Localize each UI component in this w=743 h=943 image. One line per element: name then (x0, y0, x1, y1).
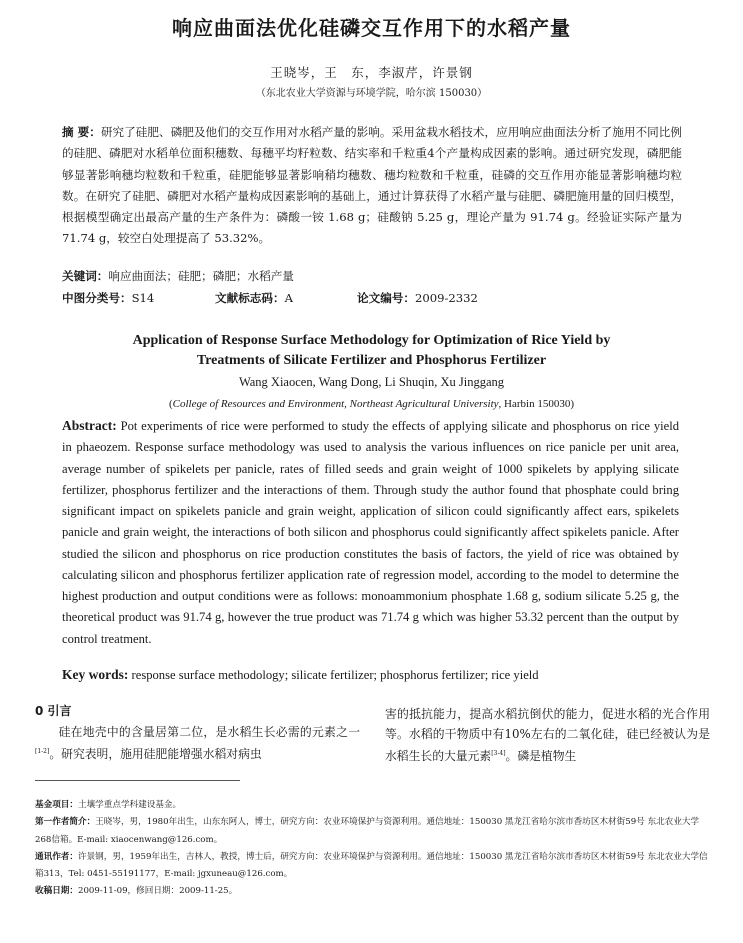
affiliation-institution: College of Resources and Environment, Northeast Agricultural University (172, 398, 499, 410)
body-right-column (385, 704, 710, 766)
english-title-line-2: Treatments of Silicate Fertilizer and Phosphorus Fertilizer (196, 353, 547, 368)
footnote-dates (35, 883, 715, 900)
section-heading-introduction: 0 引言 (35, 704, 72, 718)
first-author-text: 王晓岑，男，1980年出生，山东东阿人，博士，研究方向：农业环境保护与资源利用。通信地址：150030 黑龙江省哈尔滨市香坊区木材街59号 东北农业大学268信箱。E-mail: xiaocenwang@126.com。 (35, 817, 700, 845)
article-number (357, 290, 478, 306)
chinese-keywords (62, 268, 294, 284)
english-authors: Wang Xiaocen, Wang Dong, Li Shuqin, Xu Jinggang (238, 375, 505, 389)
article-number-label: 论文编号： (357, 291, 415, 305)
chinese-abstract (62, 122, 682, 250)
fund-label: 基金项目： (35, 800, 78, 810)
english-keywords-label: Key words: (62, 667, 129, 682)
introduction-paragraph-left (35, 722, 360, 764)
english-affiliation (0, 398, 743, 410)
chinese-keywords-label: 关键词： (62, 269, 109, 283)
intro-right-text-2: 。磷是植物生 (505, 748, 577, 763)
footnote-fund (35, 797, 715, 814)
chinese-authors: 王晓岑，王 东，李淑芹，许景钢 (270, 65, 473, 80)
english-keywords-text: response surface methodology; silicate fertilizer; phosphorus fertilizer; rice yield (131, 668, 539, 682)
corresponding-author-text: 许景钢，男，1959年出生，吉林人，教授，博士后，研究方向：农业环境保护与资源利用。通信地址：150030 黑龙江省哈尔滨市香坊区木材街59号 东北农业大学信箱313，Tel: 0451-55191177，E-mail: jgxuneau@126.com。 (35, 851, 708, 880)
document-code-value: A (284, 291, 293, 305)
affiliation-open-paren: ( (168, 398, 173, 410)
chinese-abstract-label: 摘 要： (62, 125, 101, 139)
chinese-title: 响应曲面法优化硅磷交互作用下的水稻产量 (172, 16, 571, 40)
corresponding-author-label: 通讯作者： (35, 851, 78, 862)
chinese-abstract-text: 研究了硅肥、磷肥及他们的交互作用对水稻产量的影响。采用盆栽水稻技术，应用响应曲面法分析了施用不同比例的硅肥、磷肥对水稻单位面积穗数、每穗平均籽粒数、结实率和千粒重4个产量构成因素的影响。通过研究发现，磷肥能够显著影响穗均粒数和千粒重，硅肥能够显著影响稍均穗数、穗均粒数和千粒重，硅磷的交互作用亦能显著影响穗均粒数。在研究了硅肥、磷肥对水稻产量构成因素影响的基础上，通过计算获得了水稻产量与硅肥、磷肥施用量的回归模型，根据模型确定出最高产量的生产条件为：磷酸一铵 1.68 g；硅酸钠 5.25 g，理论产量为 91.74 g。经验证实际产量为 71.74 g，较空白处理提高了 53.32%。 (62, 125, 682, 246)
document-code (215, 290, 293, 306)
footnote-first-author (35, 814, 715, 849)
english-abstract-text: Pot experiments of rice were performed to study the effects of applying silicate and phosphorus on rice yield in phaeozem. Response surface methodology was used to analysis the various influences on rice panicle per unit area, average number of spikelets per panicle, rates of filled seeds and grain weight of 1000 spikelets by applying silicate fertilizer, phosphorus fertilizer and the interactions of them. Through study the author found that phosphate could bring significant impact on spikelets panicle and grain weight, application of silicon could significantly affect ears, spikelets panicle and grain weight, the interactions of both silicon and phosphorus could significantly affect spikelets panicle. After studied the silicon and phosphorus on rice production constitutes the basis of factors, the yield of rice was obtained by calculating silicon and phosphorus fertilizer application rate of regression model, according to the model to determine the highest production and output conditions were as follows: monoammonium phosphate 1.68 g, sodium silicate 5.25 g, the theoretical product was 91.74 g, however the true product was 71.74 g which was higher 53.32 percent than the output by control treatment. (62, 419, 679, 646)
footnote-divider (35, 780, 240, 781)
clc-number (62, 290, 154, 306)
footnote-corresponding-author (35, 849, 715, 884)
footnotes (35, 797, 715, 901)
dates-text: 2009-11-09，修回日期：2009-11-25。 (77, 886, 238, 897)
dates-label: 收稿日期： (35, 886, 78, 897)
affiliation-city: , Harbin 150030) (498, 398, 575, 410)
english-title-line-1: Application of Response Surface Methodology for Optimization of Rice Yield by (132, 333, 611, 348)
article-number-value: 2009-2332 (414, 291, 478, 305)
chinese-keywords-text: 响应曲面法；硅肥；磷肥；水稻产量 (108, 269, 294, 283)
english-abstract-label: Abstract: (62, 418, 117, 433)
intro-left-text-1: 硅在地壳中的含量居第二位，是水稻生长必需的元素之一 (58, 725, 360, 739)
body-left-column (35, 702, 360, 764)
document-code-label: 文献标志码： (215, 291, 285, 305)
english-abstract (62, 415, 679, 650)
citation-1-2: [1-2] (35, 748, 50, 755)
citation-3-4: [3-4] (491, 750, 506, 757)
english-title (0, 331, 743, 371)
chinese-affiliation: （东北农业大学资源与环境学院，哈尔滨 150030） (255, 88, 488, 99)
first-author-label: 第一作者简介： (35, 817, 96, 828)
english-keywords (62, 667, 539, 683)
intro-left-text-2: 。研究表明，施用硅肥能增强水稻对病虫 (49, 746, 262, 761)
clc-label: 中图分类号： (62, 291, 132, 305)
clc-value: S14 (131, 291, 155, 305)
classification-row (62, 290, 682, 308)
fund-text: 土壤学重点学科建设基金。 (77, 800, 182, 810)
intro-right-text-1: 害的抵抗能力，提高水稻抗倒伏的能力，促进水稻的光合作用等。水稻的干物质中有10%左右的二氧化硅，硅已经被认为是水稻生长的大量元素 (385, 707, 710, 763)
introduction-paragraph-right (385, 704, 710, 766)
